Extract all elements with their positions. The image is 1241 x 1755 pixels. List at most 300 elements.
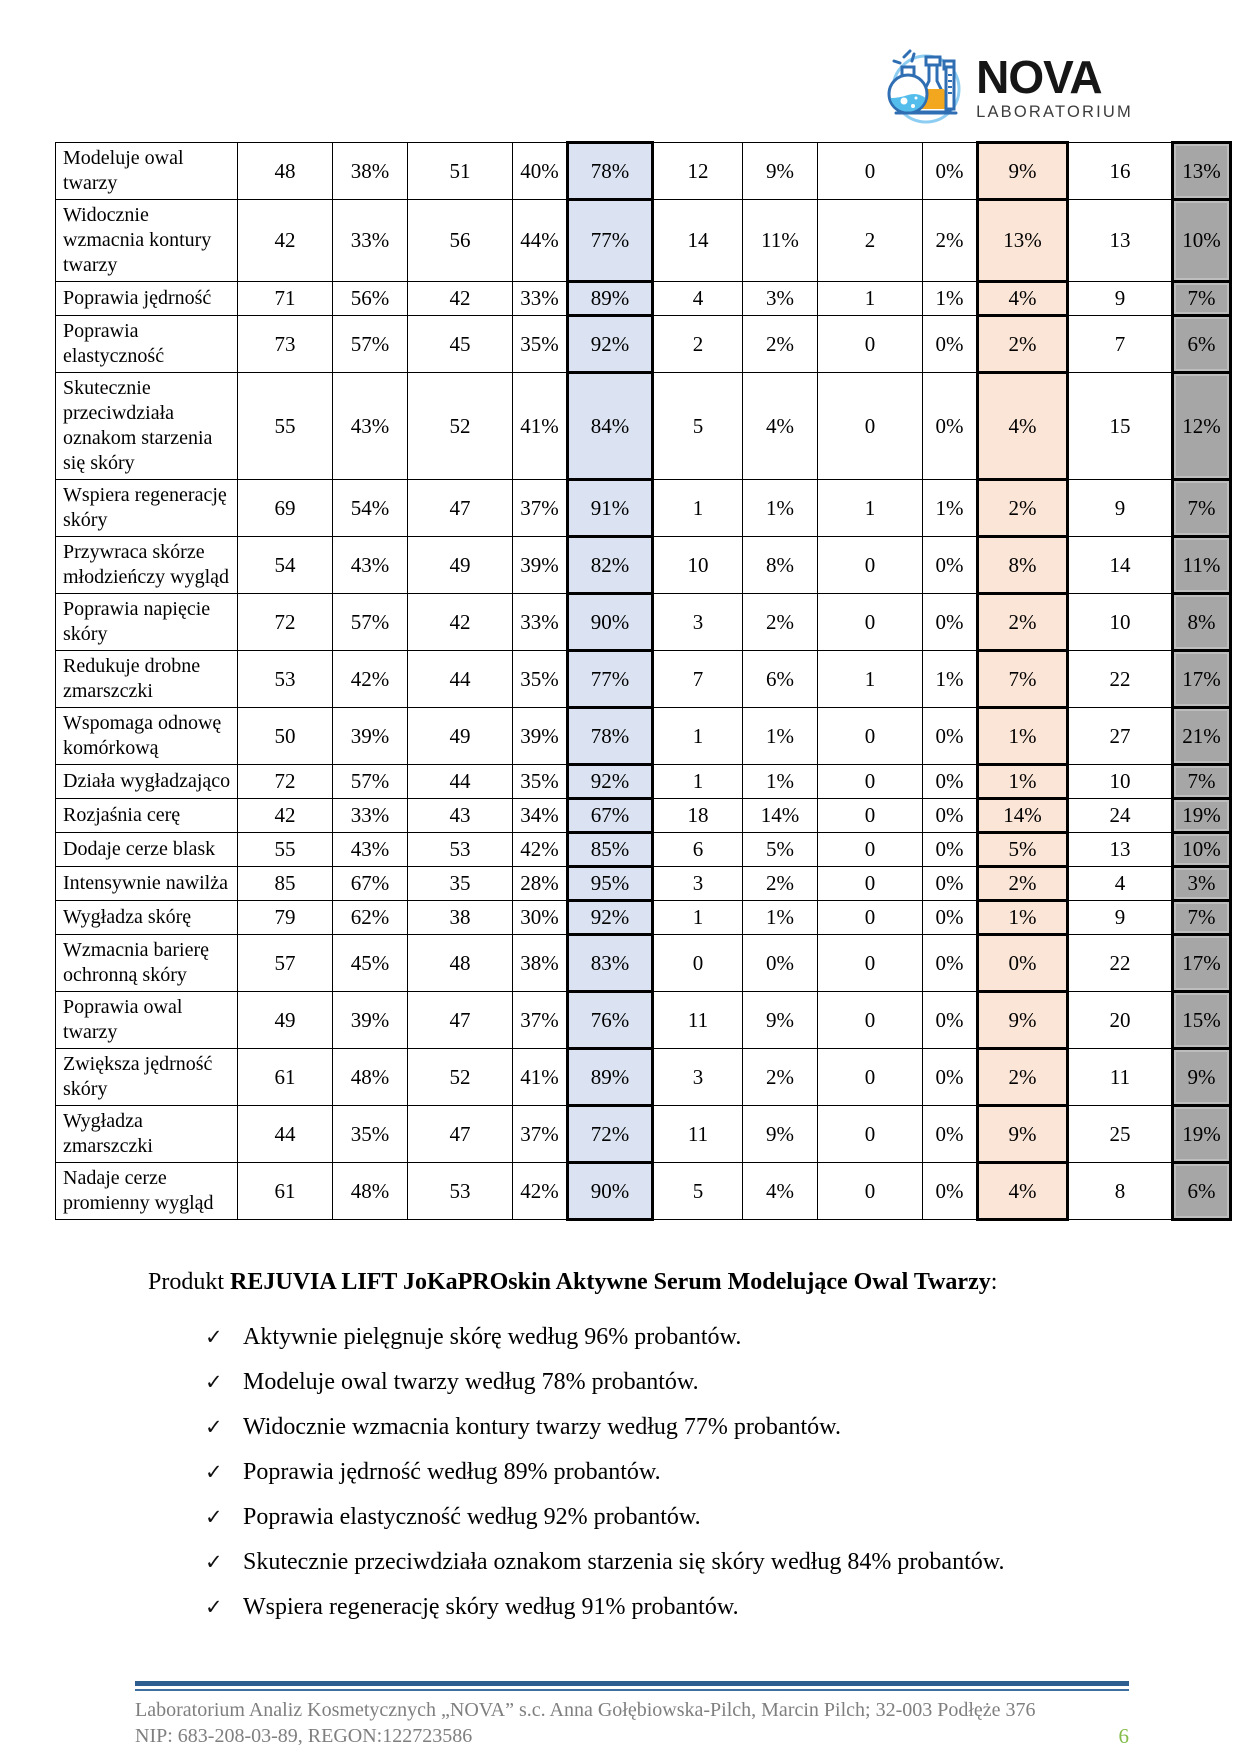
value-cell: 2% — [743, 867, 818, 901]
checklist-item — [205, 1323, 1181, 1351]
product-heading — [148, 1267, 1201, 1297]
value-cell: 1 — [818, 480, 923, 537]
table-row — [56, 537, 1231, 594]
value-cell: 1 — [818, 282, 923, 316]
value-cell: 2% — [743, 594, 818, 651]
row-label: Poprawia owal twarzy — [56, 992, 238, 1049]
row-label: Wspiera regenerację skóry — [56, 480, 238, 537]
value-cell: 37% — [513, 480, 568, 537]
value-cell: 39% — [333, 708, 408, 765]
check-icon: ✓ — [205, 1460, 223, 1484]
value-cell: 3 — [653, 594, 743, 651]
value-cell: 4% — [978, 373, 1068, 480]
value-cell: 0 — [818, 799, 923, 833]
value-cell: 84% — [568, 373, 653, 480]
value-cell: 28% — [513, 867, 568, 901]
value-cell: 0 — [818, 1163, 923, 1220]
value-cell: 30% — [513, 901, 568, 935]
product-name: REJUVIA LIFT JoKaPROskin Aktywne Serum Modelujące Owal Twarzy — [230, 1269, 991, 1295]
logo-title: NOVA — [976, 50, 1102, 103]
value-cell: 7% — [1173, 901, 1231, 935]
value-cell: 43% — [333, 833, 408, 867]
value-cell: 14 — [1068, 537, 1173, 594]
value-cell: 11 — [653, 992, 743, 1049]
value-cell: 16 — [1068, 143, 1173, 200]
product-heading-suffix: : — [990, 1269, 998, 1295]
value-cell: 11% — [1173, 537, 1231, 594]
value-cell: 10% — [1173, 833, 1231, 867]
value-cell: 0% — [923, 867, 978, 901]
value-cell: 33% — [333, 200, 408, 282]
value-cell: 3 — [653, 1049, 743, 1106]
value-cell: 1% — [923, 282, 978, 316]
row-label: Zwiększa jędrność skóry — [56, 1049, 238, 1106]
value-cell: 6 — [653, 833, 743, 867]
row-label: Redukuje drobne zmarszczki — [56, 651, 238, 708]
checklist-item — [205, 1503, 1181, 1531]
value-cell: 33% — [333, 799, 408, 833]
value-cell: 14% — [743, 799, 818, 833]
value-cell: 0% — [923, 143, 978, 200]
footer-line1: Laboratorium Analiz Kosmetycznych „NOVA” s.c. Anna Gołębiowska-Pilch, Marcin Pilch; 32-003 Podłęże 376 — [135, 1699, 1036, 1721]
check-icon: ✓ — [205, 1415, 223, 1439]
value-cell: 53 — [408, 1163, 513, 1220]
value-cell: 44 — [408, 765, 513, 799]
value-cell: 89% — [568, 282, 653, 316]
value-cell: 67% — [568, 799, 653, 833]
checklist-item-text: Skutecznie przeciwdziała oznakom starzenia się skóry według 84% probantów. — [243, 1549, 1005, 1575]
results-table-body — [56, 143, 1231, 1220]
nova-logo — [882, 45, 1133, 129]
row-label: Wygładza zmarszczki — [56, 1106, 238, 1163]
value-cell: 0% — [923, 901, 978, 935]
value-cell: 18 — [653, 799, 743, 833]
value-cell: 4 — [653, 282, 743, 316]
value-cell: 91% — [568, 480, 653, 537]
value-cell: 48% — [333, 1049, 408, 1106]
value-cell: 0% — [923, 316, 978, 373]
value-cell: 19% — [1173, 1106, 1231, 1163]
value-cell: 57 — [238, 935, 333, 992]
value-cell: 40% — [513, 143, 568, 200]
value-cell: 13% — [978, 200, 1068, 282]
table-row — [56, 867, 1231, 901]
value-cell: 1 — [653, 708, 743, 765]
value-cell: 92% — [568, 316, 653, 373]
value-cell: 1 — [653, 901, 743, 935]
checklist-item-text: Aktywnie pielęgnuje skórę według 96% probantów. — [243, 1324, 742, 1350]
value-cell: 7 — [653, 651, 743, 708]
check-icon: ✓ — [205, 1550, 223, 1574]
value-cell: 67% — [333, 867, 408, 901]
value-cell: 0% — [923, 708, 978, 765]
value-cell: 0 — [818, 1106, 923, 1163]
table-row — [56, 200, 1231, 282]
value-cell: 0 — [818, 765, 923, 799]
value-cell: 35% — [333, 1106, 408, 1163]
value-cell: 0 — [818, 594, 923, 651]
table-row — [56, 935, 1231, 992]
value-cell: 10 — [1068, 765, 1173, 799]
value-cell: 13% — [1173, 143, 1231, 200]
value-cell: 0 — [818, 143, 923, 200]
value-cell: 44% — [513, 200, 568, 282]
value-cell: 8 — [1068, 1163, 1173, 1220]
value-cell: 41% — [513, 373, 568, 480]
value-cell: 1% — [743, 708, 818, 765]
value-cell: 37% — [513, 992, 568, 1049]
table-row — [56, 651, 1231, 708]
row-label: Intensywnie nawilża — [56, 867, 238, 901]
value-cell: 51 — [408, 143, 513, 200]
value-cell: 0 — [818, 901, 923, 935]
checklist-item-text: Wspiera regenerację skóry według 91% probantów. — [243, 1594, 739, 1620]
value-cell: 56% — [333, 282, 408, 316]
row-label: Przywraca skórze młodzieńczy wygląd — [56, 537, 238, 594]
value-cell: 17% — [1173, 651, 1231, 708]
value-cell: 5% — [978, 833, 1068, 867]
value-cell: 12 — [653, 143, 743, 200]
value-cell: 62% — [333, 901, 408, 935]
value-cell: 8% — [978, 537, 1068, 594]
check-icon: ✓ — [205, 1505, 223, 1529]
value-cell: 0% — [978, 935, 1068, 992]
value-cell: 55 — [238, 373, 333, 480]
product-heading-prefix: Produkt — [148, 1269, 231, 1295]
value-cell: 7% — [1173, 480, 1231, 537]
value-cell: 72 — [238, 594, 333, 651]
value-cell: 3% — [1173, 867, 1231, 901]
value-cell: 42 — [238, 200, 333, 282]
value-cell: 14 — [653, 200, 743, 282]
value-cell: 4% — [978, 1163, 1068, 1220]
value-cell: 47 — [408, 1106, 513, 1163]
value-cell: 0 — [818, 867, 923, 901]
value-cell: 9 — [1068, 480, 1173, 537]
value-cell: 90% — [568, 594, 653, 651]
value-cell: 50 — [238, 708, 333, 765]
results-table — [55, 141, 1232, 1221]
value-cell: 44 — [238, 1106, 333, 1163]
table-row — [56, 799, 1231, 833]
value-cell: 49 — [238, 992, 333, 1049]
value-cell: 57% — [333, 594, 408, 651]
value-cell: 55 — [238, 833, 333, 867]
value-cell: 57% — [333, 765, 408, 799]
value-cell: 15% — [1173, 992, 1231, 1049]
checklist — [205, 1323, 1181, 1621]
value-cell: 76% — [568, 992, 653, 1049]
value-cell: 9 — [1068, 282, 1173, 316]
table-row — [56, 480, 1231, 537]
value-cell: 0 — [818, 1049, 923, 1106]
row-label: Skutecznie przeciwdziała oznakom starzenia się skóry — [56, 373, 238, 480]
table-row — [56, 765, 1231, 799]
value-cell: 48% — [333, 1163, 408, 1220]
value-cell: 77% — [568, 200, 653, 282]
value-cell: 0% — [923, 594, 978, 651]
row-label: Wzmacnia barierę ochronną skóry — [56, 935, 238, 992]
value-cell: 78% — [568, 143, 653, 200]
row-label: Poprawia napięcie skóry — [56, 594, 238, 651]
value-cell: 4 — [1068, 867, 1173, 901]
table-row — [56, 901, 1231, 935]
value-cell: 2% — [978, 867, 1068, 901]
value-cell: 0% — [923, 833, 978, 867]
value-cell: 35 — [408, 867, 513, 901]
logo-subtitle: LABORATORIUM — [976, 102, 1133, 121]
value-cell: 4% — [743, 373, 818, 480]
value-cell: 57% — [333, 316, 408, 373]
value-cell: 13 — [1068, 833, 1173, 867]
table-row — [56, 594, 1231, 651]
value-cell: 72% — [568, 1106, 653, 1163]
value-cell: 47 — [408, 992, 513, 1049]
row-label: Rozjaśnia cerę — [56, 799, 238, 833]
value-cell: 0 — [818, 708, 923, 765]
value-cell: 0% — [923, 537, 978, 594]
page-number: 6 — [1118, 1724, 1129, 1748]
value-cell: 2% — [743, 316, 818, 373]
table-row — [56, 1106, 1231, 1163]
value-cell: 39% — [333, 992, 408, 1049]
value-cell: 0 — [818, 833, 923, 867]
value-cell: 71 — [238, 282, 333, 316]
value-cell: 7 — [1068, 316, 1173, 373]
value-cell: 48 — [408, 935, 513, 992]
value-cell: 8% — [1173, 594, 1231, 651]
value-cell: 38% — [513, 935, 568, 992]
value-cell: 42% — [513, 1163, 568, 1220]
check-icon: ✓ — [205, 1325, 223, 1349]
value-cell: 56 — [408, 200, 513, 282]
value-cell: 72 — [238, 765, 333, 799]
value-cell: 42 — [238, 799, 333, 833]
value-cell: 9% — [978, 992, 1068, 1049]
value-cell: 34% — [513, 799, 568, 833]
value-cell: 1% — [743, 480, 818, 537]
table-row — [56, 316, 1231, 373]
value-cell: 45% — [333, 935, 408, 992]
value-cell: 49 — [408, 708, 513, 765]
table-row — [56, 833, 1231, 867]
value-cell: 61 — [238, 1049, 333, 1106]
value-cell: 61 — [238, 1163, 333, 1220]
value-cell: 9% — [1173, 1049, 1231, 1106]
table-row — [56, 282, 1231, 316]
value-cell: 20 — [1068, 992, 1173, 1049]
value-cell: 43% — [333, 537, 408, 594]
value-cell: 0 — [818, 537, 923, 594]
footer-rule — [135, 1681, 1129, 1691]
value-cell: 2% — [978, 316, 1068, 373]
value-cell: 39% — [513, 537, 568, 594]
table-row — [56, 992, 1231, 1049]
value-cell: 77% — [568, 651, 653, 708]
value-cell: 42 — [408, 282, 513, 316]
value-cell: 53 — [408, 833, 513, 867]
value-cell: 7% — [1173, 282, 1231, 316]
value-cell: 1% — [923, 480, 978, 537]
value-cell: 54% — [333, 480, 408, 537]
value-cell: 0% — [923, 799, 978, 833]
value-cell: 14% — [978, 799, 1068, 833]
row-label: Modeluje owal twarzy — [56, 143, 238, 200]
value-cell: 0% — [743, 935, 818, 992]
value-cell: 35% — [513, 765, 568, 799]
value-cell: 90% — [568, 1163, 653, 1220]
value-cell: 0 — [818, 935, 923, 992]
checklist-item-text: Widocznie wzmacnia kontury twarzy według 77% probantów. — [243, 1414, 841, 1440]
value-cell: 11 — [653, 1106, 743, 1163]
value-cell: 11 — [1068, 1049, 1173, 1106]
value-cell: 5 — [653, 1163, 743, 1220]
value-cell: 9% — [978, 1106, 1068, 1163]
check-icon: ✓ — [205, 1370, 223, 1394]
footer-text — [135, 1697, 1129, 1749]
value-cell: 52 — [408, 1049, 513, 1106]
check-icon: ✓ — [205, 1595, 223, 1619]
value-cell: 35% — [513, 316, 568, 373]
value-cell: 2% — [978, 1049, 1068, 1106]
value-cell: 35% — [513, 651, 568, 708]
value-cell: 85% — [568, 833, 653, 867]
table-row — [56, 143, 1231, 200]
value-cell: 37% — [513, 1106, 568, 1163]
value-cell: 8% — [743, 537, 818, 594]
value-cell: 1 — [653, 765, 743, 799]
value-cell: 12% — [1173, 373, 1231, 480]
checklist-item — [205, 1368, 1181, 1396]
value-cell: 53 — [238, 651, 333, 708]
value-cell: 54 — [238, 537, 333, 594]
value-cell: 42% — [513, 833, 568, 867]
value-cell: 15 — [1068, 373, 1173, 480]
value-cell: 4% — [978, 282, 1068, 316]
value-cell: 1 — [653, 480, 743, 537]
value-cell: 10 — [1068, 594, 1173, 651]
value-cell: 38 — [408, 901, 513, 935]
value-cell: 0% — [923, 935, 978, 992]
value-cell: 10% — [1173, 200, 1231, 282]
footer — [135, 1681, 1129, 1749]
value-cell: 19% — [1173, 799, 1231, 833]
value-cell: 9 — [1068, 901, 1173, 935]
table-row — [56, 373, 1231, 480]
value-cell: 7% — [1173, 765, 1231, 799]
value-cell: 43 — [408, 799, 513, 833]
value-cell: 25 — [1068, 1106, 1173, 1163]
value-cell: 0 — [818, 316, 923, 373]
value-cell: 6% — [1173, 316, 1231, 373]
value-cell: 1% — [978, 765, 1068, 799]
value-cell: 0 — [818, 373, 923, 480]
value-cell: 52 — [408, 373, 513, 480]
value-cell: 2% — [923, 200, 978, 282]
value-cell: 79 — [238, 901, 333, 935]
value-cell: 38% — [333, 143, 408, 200]
value-cell: 6% — [743, 651, 818, 708]
value-cell: 10 — [653, 537, 743, 594]
value-cell: 2 — [653, 316, 743, 373]
row-label: Widocznie wzmacnia kontury twarzy — [56, 200, 238, 282]
value-cell: 0% — [923, 992, 978, 1049]
value-cell: 69 — [238, 480, 333, 537]
footer-line2: NIP: 683-208-03-89, REGON:122723586 — [135, 1725, 473, 1747]
value-cell: 0% — [923, 373, 978, 480]
value-cell: 47 — [408, 480, 513, 537]
value-cell: 45 — [408, 316, 513, 373]
checklist-item — [205, 1413, 1181, 1441]
value-cell: 3% — [743, 282, 818, 316]
value-cell: 0 — [653, 935, 743, 992]
value-cell: 48 — [238, 143, 333, 200]
value-cell: 7% — [978, 651, 1068, 708]
value-cell: 44 — [408, 651, 513, 708]
checklist-item — [205, 1458, 1181, 1486]
value-cell: 9% — [743, 143, 818, 200]
value-cell: 2% — [743, 1049, 818, 1106]
value-cell: 92% — [568, 901, 653, 935]
checklist-item — [205, 1548, 1181, 1576]
row-label: Dodaje cerze blask — [56, 833, 238, 867]
checklist-item — [205, 1593, 1181, 1621]
value-cell: 92% — [568, 765, 653, 799]
value-cell: 83% — [568, 935, 653, 992]
value-cell: 33% — [513, 282, 568, 316]
value-cell: 21% — [1173, 708, 1231, 765]
chemistry-flasks-icon — [882, 45, 966, 129]
checklist-item-text: Poprawia jędrność według 89% probantów. — [243, 1459, 661, 1485]
value-cell: 89% — [568, 1049, 653, 1106]
value-cell: 1% — [743, 765, 818, 799]
row-label: Wygładza skórę — [56, 901, 238, 935]
value-cell: 0% — [923, 1163, 978, 1220]
value-cell: 2 — [818, 200, 923, 282]
logo-text — [976, 50, 1133, 121]
row-label: Wspomaga odnowę komórkową — [56, 708, 238, 765]
row-label: Działa wygładzająco — [56, 765, 238, 799]
checklist-item-text: Poprawia elastyczność według 92% probantów. — [243, 1504, 701, 1530]
value-cell: 17% — [1173, 935, 1231, 992]
value-cell: 9% — [743, 1106, 818, 1163]
value-cell: 82% — [568, 537, 653, 594]
value-cell: 43% — [333, 373, 408, 480]
value-cell: 2% — [978, 594, 1068, 651]
value-cell: 3 — [653, 867, 743, 901]
value-cell: 1% — [978, 708, 1068, 765]
value-cell: 5% — [743, 833, 818, 867]
value-cell: 41% — [513, 1049, 568, 1106]
value-cell: 4% — [743, 1163, 818, 1220]
value-cell: 5 — [653, 373, 743, 480]
table-row — [56, 708, 1231, 765]
row-label: Poprawia jędrność — [56, 282, 238, 316]
value-cell: 73 — [238, 316, 333, 373]
value-cell: 1 — [818, 651, 923, 708]
value-cell: 24 — [1068, 799, 1173, 833]
value-cell: 6% — [1173, 1163, 1231, 1220]
table-row — [56, 1163, 1231, 1220]
value-cell: 33% — [513, 594, 568, 651]
table-row — [56, 1049, 1231, 1106]
value-cell: 22 — [1068, 651, 1173, 708]
value-cell: 27 — [1068, 708, 1173, 765]
value-cell: 0% — [923, 765, 978, 799]
value-cell: 78% — [568, 708, 653, 765]
value-cell: 1% — [923, 651, 978, 708]
value-cell: 49 — [408, 537, 513, 594]
